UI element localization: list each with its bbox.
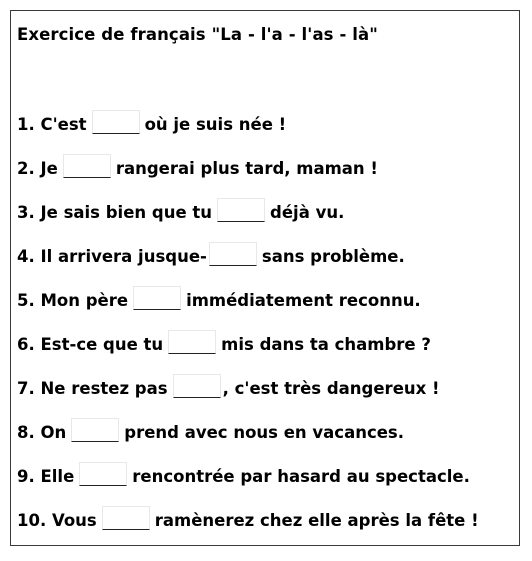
question-2 — [17, 148, 378, 178]
answer-blank-7[interactable] — [173, 374, 221, 398]
question-text-before: 1. C'est — [17, 115, 87, 134]
question-text-before: 8. On — [17, 423, 67, 442]
question-9 — [17, 456, 470, 486]
answer-blank-2[interactable] — [63, 154, 111, 178]
question-text-after: rencontrée par hasard au spectacle. — [132, 467, 470, 486]
question-text-before: 6. Est-ce que tu — [17, 335, 164, 354]
question-text-before: 7. Ne restez pas — [17, 379, 168, 398]
question-text-before: 10. Vous — [17, 511, 97, 530]
worksheet-frame — [10, 10, 520, 546]
question-5 — [17, 280, 421, 310]
question-6 — [17, 324, 431, 354]
answer-blank-10[interactable] — [102, 506, 150, 530]
answer-blank-6[interactable] — [168, 330, 216, 354]
question-7 — [17, 368, 440, 398]
question-text-after: déjà vu. — [270, 203, 345, 222]
question-text-after: rangerai plus tard, maman ! — [115, 159, 378, 178]
answer-blank-9[interactable] — [79, 462, 127, 486]
question-text-before: 4. Il arrivera jusque- — [17, 247, 207, 266]
question-3 — [17, 192, 344, 222]
question-text-after: mis dans ta chambre ? — [221, 335, 431, 354]
question-text-before: 9. Elle — [17, 467, 75, 486]
question-text-after: où je suis née ! — [144, 115, 287, 134]
question-text-before: 3. Je sais bien que tu — [17, 203, 213, 222]
question-text-after: , c'est très dangereux ! — [222, 379, 440, 398]
question-text-before: 5. Mon père — [17, 291, 129, 310]
answer-blank-5[interactable] — [133, 286, 181, 310]
question-10 — [17, 500, 479, 530]
answer-blank-8[interactable] — [71, 418, 119, 442]
question-text-after: prend avec nous en vacances. — [124, 423, 405, 442]
question-text-after: immédiatement reconnu. — [186, 291, 421, 310]
question-8 — [17, 412, 404, 442]
question-4 — [17, 236, 405, 266]
question-text-after: sans problème. — [261, 247, 405, 266]
worksheet-title: Exercice de français "La - l'a - l'as - là" — [17, 25, 378, 44]
answer-blank-1[interactable] — [92, 110, 140, 134]
question-text-after: ramènerez chez elle après la fête ! — [154, 511, 479, 530]
answer-blank-4[interactable] — [209, 242, 257, 266]
question-text-before: 2. Je — [17, 159, 58, 178]
question-1 — [17, 104, 286, 134]
answer-blank-3[interactable] — [217, 198, 265, 222]
